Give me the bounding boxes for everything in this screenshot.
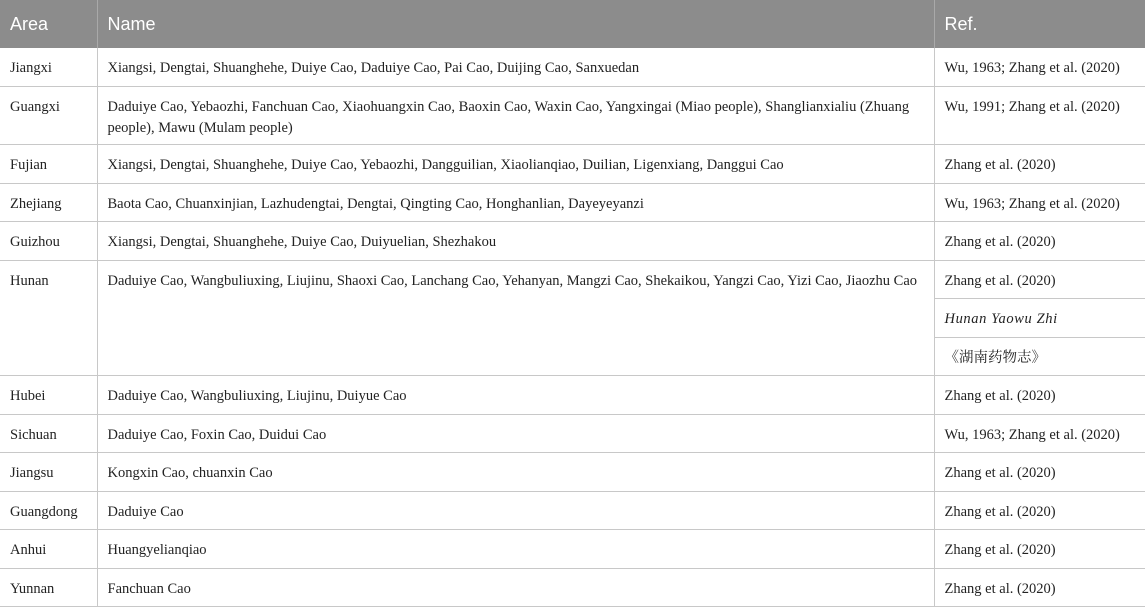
ref-cell: Zhang et al. (2020) xyxy=(934,568,1145,607)
ref-cell: Hunan Yaowu Zhi xyxy=(934,299,1145,338)
table-row xyxy=(0,222,1145,261)
name-cell: Daduiye Cao, Foxin Cao, Duidui Cao xyxy=(97,414,934,453)
name-cell: Fanchuan Cao xyxy=(97,568,934,607)
ref-cell: Zhang et al. (2020) xyxy=(934,145,1145,184)
name-cell: Baota Cao, Chuanxinjian, Lazhudengtai, Dengtai, Qingting Cao, Honghanlian, Dayeyeyanzi xyxy=(97,183,934,222)
name-cell: Daduiye Cao, Yebaozhi, Fanchuan Cao, Xiaohuangxin Cao, Baoxin Cao, Waxin Cao, Yangxingai (Miao people), Shanglianxialiu (Zhuang people), Mawu (Mulam people) xyxy=(97,87,934,145)
name-cell: Daduiye Cao, Wangbuliuxing, Liujinu, Shaoxi Cao, Lanchang Cao, Yehanyan, Mangzi Cao, Shekaikou, Yangzi Cao, Yizi Cao, Jiaozhu Cao xyxy=(97,260,934,376)
name-cell: Daduiye Cao xyxy=(97,491,934,530)
ref-cell: Zhang et al. (2020) xyxy=(934,260,1145,299)
ref-cell: Wu, 1963; Zhang et al. (2020) xyxy=(934,183,1145,222)
table-row xyxy=(0,48,1145,87)
ref-cell: Zhang et al. (2020) xyxy=(934,530,1145,569)
table-row xyxy=(0,87,1145,145)
area-cell: Zhejiang xyxy=(0,183,97,222)
table-row xyxy=(0,145,1145,184)
name-cell: Xiangsi, Dengtai, Shuanghehe, Duiye Cao, Yebaozhi, Dangguilian, Xiaolianqiao, Duilian, Ligenxiang, Danggui Cao xyxy=(97,145,934,184)
table-row xyxy=(0,183,1145,222)
name-cell: Daduiye Cao, Wangbuliuxing, Liujinu, Duiyue Cao xyxy=(97,376,934,415)
area-cell: Guangdong xyxy=(0,491,97,530)
name-cell: Kongxin Cao, chuanxin Cao xyxy=(97,453,934,492)
area-cell: Yunnan xyxy=(0,568,97,607)
header-ref: Ref. xyxy=(934,0,1145,48)
area-cell: Fujian xyxy=(0,145,97,184)
name-cell: Xiangsi, Dengtai, Shuanghehe, Duiye Cao, Daduiye Cao, Pai Cao, Duijing Cao, Sanxuedan xyxy=(97,48,934,87)
table-row xyxy=(0,376,1145,415)
table-row xyxy=(0,453,1145,492)
area-cell: Anhui xyxy=(0,530,97,569)
ref-cell: Zhang et al. (2020) xyxy=(934,491,1145,530)
name-cell: Huangyelianqiao xyxy=(97,530,934,569)
ref-cell: Zhang et al. (2020) xyxy=(934,453,1145,492)
ref-cell: Zhang et al. (2020) xyxy=(934,222,1145,261)
table-row xyxy=(0,260,1145,299)
area-cell: Hunan xyxy=(0,260,97,376)
table-row xyxy=(0,530,1145,569)
header-name: Name xyxy=(97,0,934,48)
ref-cell: Zhang et al. (2020) xyxy=(934,376,1145,415)
table-row xyxy=(0,491,1145,530)
area-cell: Sichuan xyxy=(0,414,97,453)
table-row xyxy=(0,568,1145,607)
ref-cell: 《湖南药物志》 xyxy=(934,337,1145,376)
ref-cell: Wu, 1991; Zhang et al. (2020) xyxy=(934,87,1145,145)
header-row xyxy=(0,0,1145,48)
area-cell: Guizhou xyxy=(0,222,97,261)
header-area: Area xyxy=(0,0,97,48)
area-cell: Jiangsu xyxy=(0,453,97,492)
area-cell: Jiangxi xyxy=(0,48,97,87)
name-cell: Xiangsi, Dengtai, Shuanghehe, Duiye Cao, Duiyuelian, Shezhakou xyxy=(97,222,934,261)
ref-cell: Wu, 1963; Zhang et al. (2020) xyxy=(934,414,1145,453)
area-cell: Hubei xyxy=(0,376,97,415)
ref-cell: Wu, 1963; Zhang et al. (2020) xyxy=(934,48,1145,87)
area-cell: Guangxi xyxy=(0,87,97,145)
table-row xyxy=(0,414,1145,453)
